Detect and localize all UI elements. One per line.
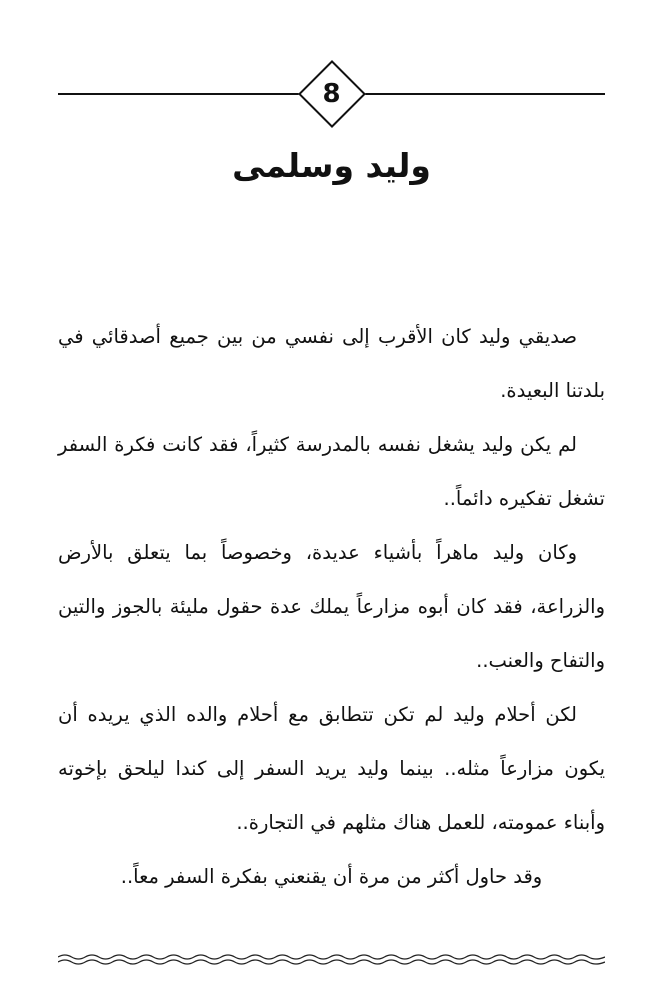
- paragraph-5: وقد حاول أكثر من مرة أن يقنعني بفكرة السفر معاً..: [120, 865, 543, 888]
- paragraph-2: لم يكن وليد يشغل نفسه بالمدرسة كثيراً، فقد كانت فكرة السفر تشغل تفكيره دائماً..: [58, 433, 605, 510]
- paragraph-4: لكن أحلام وليد لم تكن تتطابق مع أحلام والده الذي يريده أن يكون مزارعاً مثله.. بينما وليد يريد السفر إلى كندا ليلحق بإخوته وأبناء عمومته، للعمل هناك مثلهم في التجارة..: [58, 703, 605, 834]
- page-header: [58, 60, 605, 128]
- page-number: 8: [322, 79, 341, 109]
- footer-wave-ornament: [58, 952, 605, 966]
- body-text: [58, 310, 605, 904]
- paragraph-3: وكان وليد ماهراً بأشياء عديدة، وخصوصاً بما يتعلق بالأرض والزراعة، فقد كان أبوه مزارعاً يملك عدة حقول مليئة بالجوز والتين والتفاح والعنب..: [58, 541, 605, 672]
- paragraph-1: صديقي وليد كان الأقرب إلى نفسي من بين جميع أصدقائي في بلدتنا البعيدة.: [58, 325, 605, 402]
- chapter-title: وليد وسلمى: [232, 146, 431, 185]
